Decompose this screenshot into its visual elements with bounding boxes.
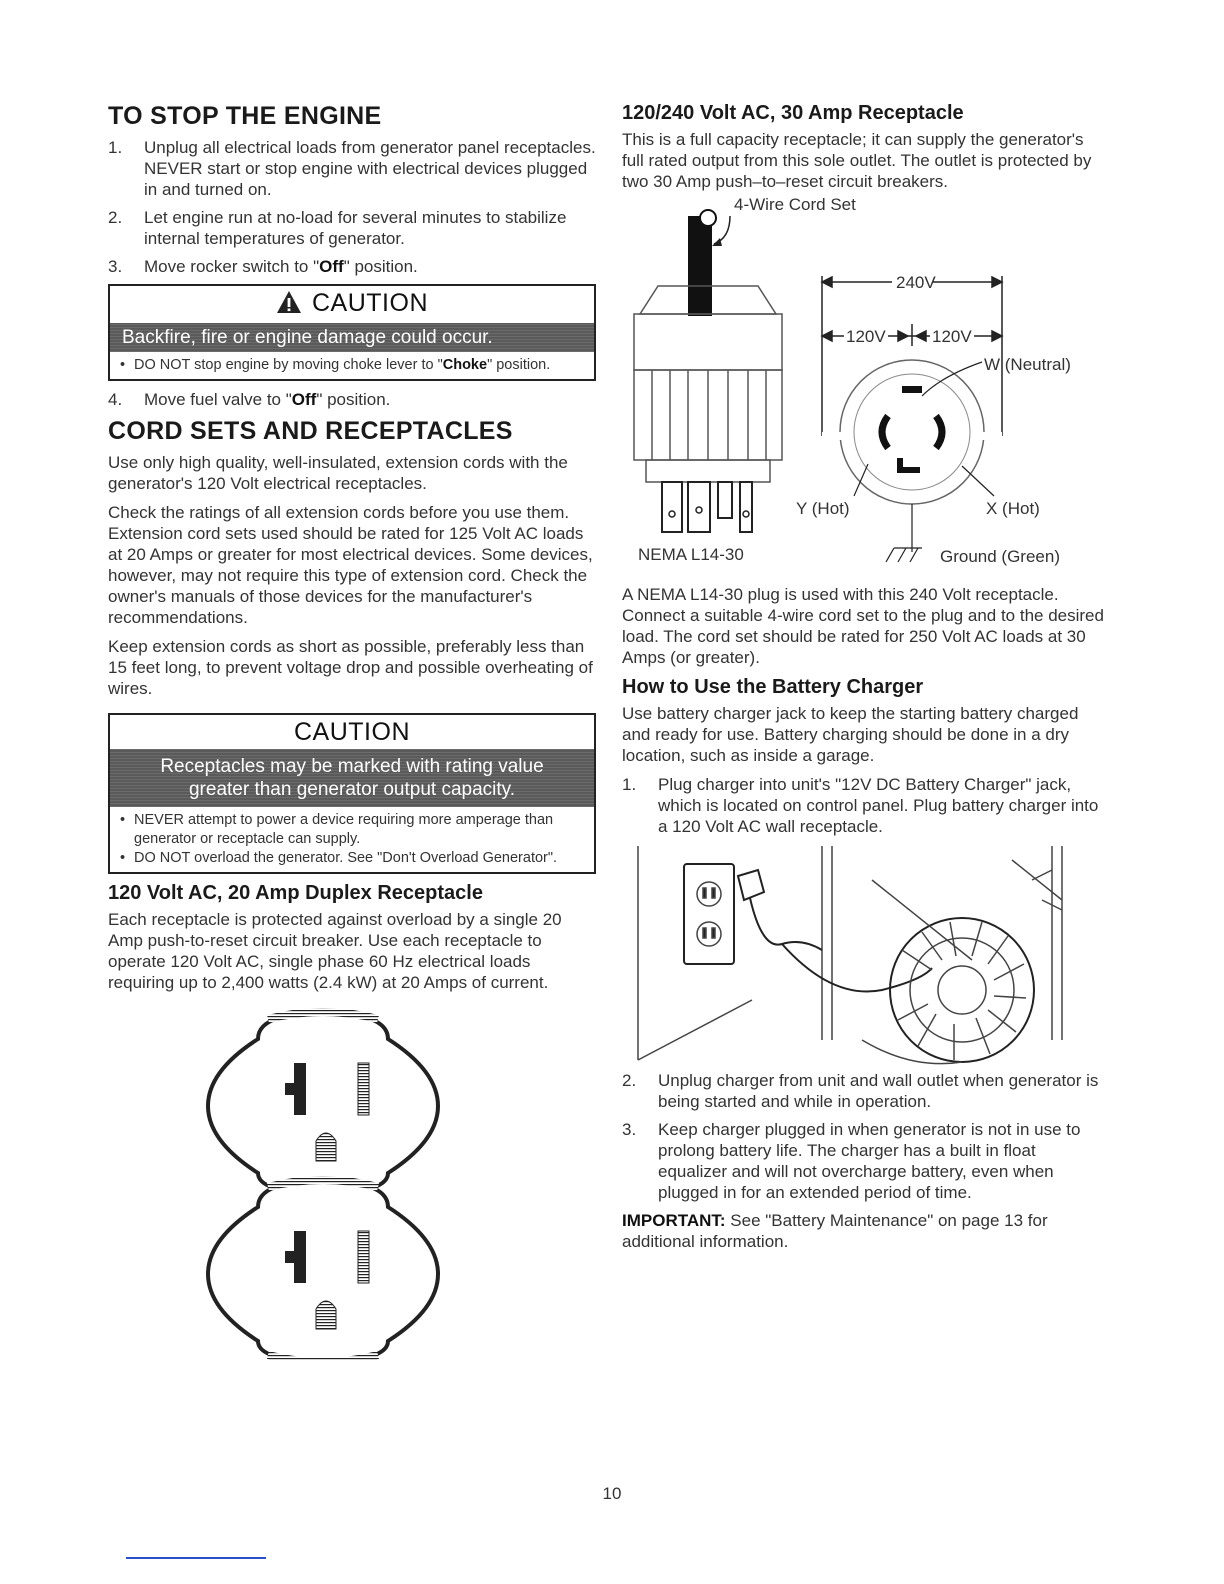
battery-charger-heading: How to Use the Battery Charger: [622, 676, 924, 698]
duplex-paragraph: Each receptacle is protected against overload by a single 20 Amp push-to-reset circuit breaker. Use each receptacle to operate 120 Volt AC, single phase 60 Hz electrical loads requiring up to 2,400 watts (2.4 kW) at 20 Amps of current.: [108, 910, 562, 992]
voltage-120-right-label: 120V: [932, 327, 972, 346]
cord-set-label: 4-Wire Cord Set: [734, 196, 856, 214]
list-item: 4. Move fuel valve to "Off" position.: [108, 390, 391, 409]
cord-paragraph-3: Keep extension cords as short as possible, preferably less than 15 feet long, to prevent voltage drop and possible overheating of wires.: [108, 637, 593, 698]
list-item: • DO NOT stop engine by moving choke lever to "Choke" position.: [120, 356, 584, 375]
battery-charger-figure: [632, 840, 1072, 1070]
stop-steps-list: [108, 137, 596, 277]
stop-step-4: [108, 389, 596, 410]
battery-steps-list: [622, 1070, 1106, 1203]
charger-adapter-icon: [738, 870, 932, 992]
footer-rule: [126, 1557, 266, 1559]
generator-flywheel-icon: [862, 860, 1062, 1064]
ground-label: Ground (Green): [940, 547, 1060, 566]
caution-box-receptacles: [108, 713, 596, 874]
list-item: 3. Keep charger plugged in when generator is not in use to prolong battery life. The charger has a built in float equalizer and will not overcharge battery, even when plugged in for an extended period of time.: [622, 1120, 1081, 1202]
page-number: 10: [602, 1484, 622, 1503]
caution-heading: CAUTION: [294, 718, 410, 746]
caution-band: Receptacles may be marked with rating value greater than generator output capacity.: [110, 749, 594, 807]
cord-sets-heading: CORD SETS AND RECEPTACLES: [108, 417, 513, 445]
receptacle-240-heading: 120/240 Volt AC, 30 Amp Receptacle: [622, 102, 964, 124]
caution-bullets: [110, 352, 594, 379]
warning-triangle-icon: [276, 290, 302, 321]
important-note: IMPORTANT: See "Battery Maintenance" on page 13 for additional information.: [622, 1211, 1048, 1251]
list-item: 3. Move rocker switch to "Off" position.: [108, 257, 418, 276]
receptacle-240-paragraph: This is a full capacity receptacle; it can supply the generator's full rated output from this sole outlet. The outlet is protected by two 30 Amp push–to–reset circuit breakers.: [622, 130, 1092, 191]
voltage-240-label: 240V: [896, 273, 936, 292]
list-item: 1. Plug charger into unit's "12V DC Battery Charger" jack, which is located on control panel. Plug battery charger into a 120 Volt AC wall receptacle.: [622, 775, 1099, 836]
list-item: 1. Unplug all electrical loads from generator panel receptacles. NEVER start or stop engine with electrical devices plugged in and turned on.: [108, 138, 596, 199]
list-item: 2. Let engine run at no-load for several minutes to stabilize internal temperatures of generator.: [108, 208, 567, 248]
nema-l14-30-diagram: [622, 196, 1106, 580]
stop-engine-heading: TO STOP THE ENGINE: [108, 102, 382, 130]
duplex-heading: 120 Volt AC, 20 Amp Duplex Receptacle: [108, 882, 483, 904]
right-column: [622, 102, 1106, 1260]
x-hot-label: X (Hot): [986, 499, 1040, 518]
caution-bullets: [110, 807, 594, 872]
duplex-receptacle-figure: [108, 1001, 596, 1361]
list-item: • NEVER attempt to power a device requiring more amperage than generator or receptacle can supply.: [120, 811, 584, 849]
outlet-top-icon: [208, 1012, 438, 1194]
receptacle-face-icon: [822, 360, 1002, 504]
nema-label: NEMA L14-30: [638, 545, 744, 564]
battery-paragraph: Use battery charger jack to keep the starting battery charged and ready for use. Battery charging should be done in a dry location, such as inside a garage.: [622, 704, 1079, 765]
y-hot-label: Y (Hot): [796, 499, 850, 518]
caution-band: Backfire, fire or engine damage could occur.: [110, 323, 594, 352]
cord-icon: [688, 216, 712, 316]
voltage-120-left-label: 120V: [846, 327, 886, 346]
caution-heading: CAUTION: [110, 286, 594, 323]
cord-paragraph-1: Use only high quality, well-insulated, extension cords with the generator's 120 Volt electrical receptacles.: [108, 453, 568, 493]
plug-icon: [634, 286, 782, 532]
cord-paragraph-2: Check the ratings of all extension cords before you use them. Extension cord sets used should be rated for 125 Volt AC loads at 20 Amps or greater for most electrical devices. Some devices, however, may not require this type of extension cord. Check the owner's manuals of those devices for the manufacturer's recommendations.: [108, 503, 593, 627]
wall-outlet-icon: [684, 864, 734, 964]
outlet-bottom-icon: [208, 1180, 438, 1361]
left-column: [108, 102, 596, 1361]
list-item: • DO NOT overload the generator. See "Don't Overload Generator".: [120, 849, 584, 868]
caution-box-backfire: [108, 284, 596, 381]
battery-step-1: [622, 774, 1106, 837]
list-item: 2. Unplug charger from unit and wall outlet when generator is being started and while in operation.: [622, 1071, 1099, 1111]
neutral-label: W (Neutral): [984, 355, 1071, 374]
nema-paragraph: A NEMA L14-30 plug is used with this 240 Volt receptacle. Connect a suitable 4-wire cord set to the plug and to the desired load. The cord set should be rated for 250 Volt AC loads at 30 Amps (or greater).: [622, 585, 1104, 667]
